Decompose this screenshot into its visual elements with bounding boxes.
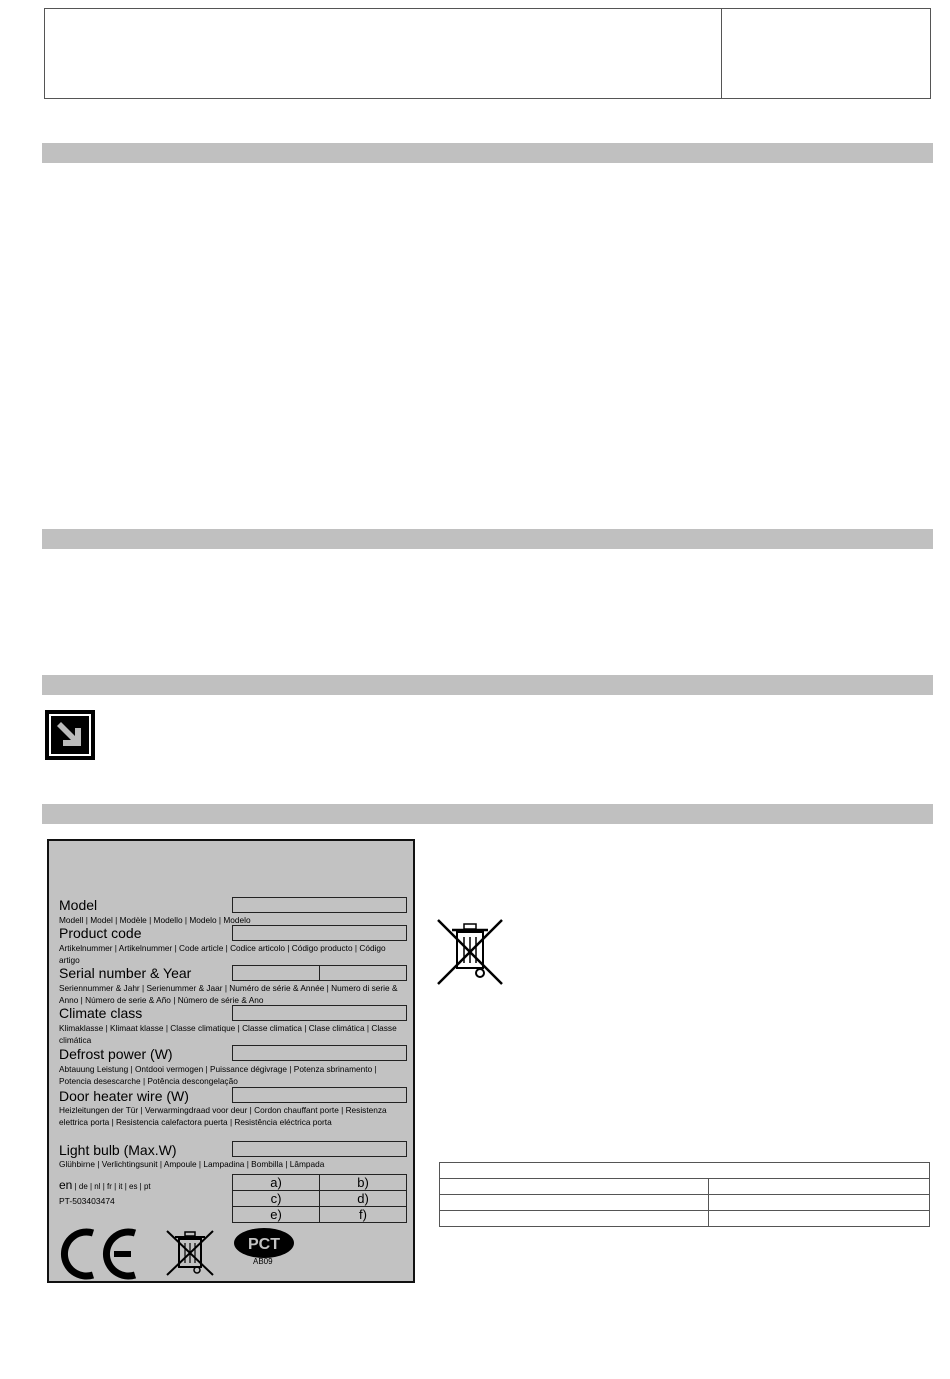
language-main: en	[59, 1178, 73, 1192]
field-sub-door-heater: Heizleitungen der Tür | Verwarmingdraad voor deur | Cordon chauffant porte | Resistenza elettrica porta | Resistencia calefactora puerta | Resistência eléctrica porta	[59, 1105, 387, 1127]
door-heater-value-box	[232, 1087, 407, 1103]
ce-mark-icon	[59, 1227, 141, 1281]
section-bar-3	[42, 675, 933, 695]
crossed-out-wheelie-bin-icon	[434, 916, 506, 988]
empty-table	[439, 1162, 930, 1227]
option-grid	[232, 1174, 407, 1223]
climate-class-value-box	[232, 1005, 407, 1021]
serial-number-value-box	[232, 965, 407, 981]
table-row	[440, 1163, 930, 1179]
table-cell	[440, 1211, 709, 1227]
field-sub-defrost-power: Abtauung Leistung | Ontdooi vermogen | Puissance dégivrage | Potenza sbrinamento | Potencia desescarche | Potência descongelação	[59, 1064, 377, 1086]
field-title-light-bulb: Light bulb (Max.W)	[59, 1142, 177, 1158]
table-cell	[709, 1211, 930, 1227]
field-sub-product-code: Artikelnummer | Artikelnummer | Code article | Codice articolo | Código producto | Código artigo	[59, 943, 386, 965]
table-cell	[440, 1195, 709, 1211]
rating-plate	[47, 839, 415, 1283]
field-title-door-heater: Door heater wire (W)	[59, 1088, 189, 1104]
option-grid-row	[233, 1191, 407, 1207]
section-bar-4	[42, 804, 933, 824]
field-title-serial-number: Serial number & Year	[59, 965, 192, 981]
section-bar-2	[42, 529, 933, 549]
table-cell	[709, 1179, 930, 1195]
option-cell: c)	[233, 1191, 320, 1207]
option-grid-row	[233, 1207, 407, 1223]
pct-mark-icon	[233, 1227, 295, 1259]
certification-code: AB09	[253, 1257, 273, 1266]
header-divider	[721, 8, 722, 99]
section-bar-1	[42, 143, 933, 163]
option-cell: d)	[320, 1191, 407, 1207]
table-cell	[440, 1179, 709, 1195]
table-cell	[709, 1195, 930, 1211]
model-value-box	[232, 897, 407, 913]
option-cell: b)	[320, 1175, 407, 1191]
product-code-value-box	[232, 925, 407, 941]
field-title-model: Model	[59, 897, 98, 913]
field-title-product-code: Product code	[59, 925, 142, 941]
table-row	[440, 1195, 930, 1211]
weee-bin-plate-icon	[161, 1227, 219, 1279]
option-cell: e)	[233, 1207, 320, 1223]
light-bulb-value-box	[232, 1141, 407, 1157]
option-cell: f)	[320, 1207, 407, 1223]
part-number: PT-503403474	[59, 1196, 115, 1206]
field-title-climate-class: Climate class	[59, 1005, 143, 1021]
field-sub-model: Modell | Model | Modèle | Modello | Modelo | Modelo	[59, 915, 251, 925]
pct-mark-text: PCT	[248, 1236, 280, 1253]
table-row	[440, 1211, 930, 1227]
table-cell	[440, 1163, 930, 1179]
language-rest: | de | nl | fr | it | es | pt	[72, 1182, 151, 1191]
header-box	[44, 8, 931, 99]
option-grid-row	[233, 1175, 407, 1191]
field-sub-light-bulb: Glühbirne | Verlichtingsunit | Ampoule | Lampadina | Bombilla | Lâmpada	[59, 1159, 325, 1169]
defrost-power-value-box	[232, 1045, 407, 1061]
arrow-down-right-icon	[45, 710, 95, 760]
table-row	[440, 1179, 930, 1195]
field-title-defrost-power: Defrost power (W)	[59, 1046, 173, 1062]
field-sub-climate-class: Klimaklasse | Klimaat klasse | Classe climatique | Classe climatica | Clase climática | Classe climática	[59, 1023, 397, 1045]
language-codes	[59, 1178, 151, 1192]
field-sub-serial-number: Seriennummer & Jahr | Serienummer & Jaar | Numéro de série & Année | Numero di serie & Anno | Número de serie & Año | Número de série & Ano	[59, 983, 398, 1005]
option-cell: a)	[233, 1175, 320, 1191]
